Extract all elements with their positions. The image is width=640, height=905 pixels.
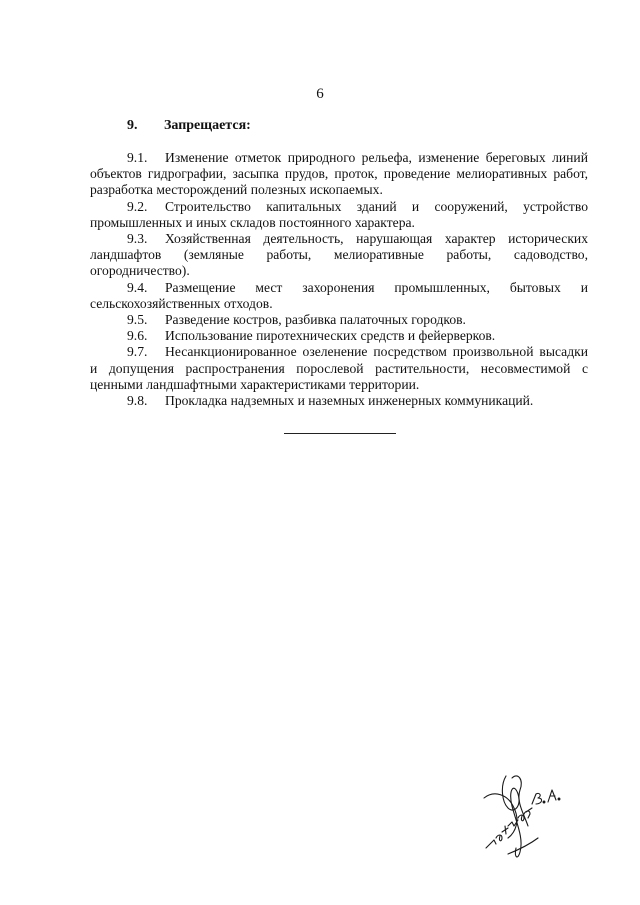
item-text: Размещение мест захоронения промышленных, бытовых и сельскохозяйственных отходов.	[90, 279, 588, 311]
list-item	[90, 150, 588, 199]
item-text: Использование пиротехнических средств и фейерверков.	[165, 328, 496, 344]
list-item	[90, 312, 588, 328]
end-rule-divider	[284, 433, 396, 434]
item-number: 9.2.	[127, 198, 148, 214]
item-number: 9.1.	[127, 150, 148, 165]
prohibitions-list	[90, 150, 588, 409]
item-text: Прокладка надземных и наземных инженерных коммуникаций.	[165, 393, 534, 409]
section-heading	[127, 118, 251, 134]
item-text: Хозяйственная деятельность, нарушающая характер исторических ландшафтов (земляные работы, мелиоративные работы, садоводство, огородничество).	[90, 231, 588, 279]
list-item	[90, 393, 588, 409]
item-number: 9.3.	[127, 231, 148, 247]
section-title: Запрещается:	[164, 118, 251, 133]
item-text: Разведение костров, разбивка палаточных городков.	[165, 312, 466, 328]
page-number: 6	[316, 86, 324, 102]
item-number: 9.7.	[127, 344, 148, 360]
handwritten-signature	[478, 768, 578, 864]
item-number: 9.6.	[127, 328, 148, 344]
item-text: Строительство капитальных зданий и сооружений, устройство промышленных и иных складов постоянного характера.	[90, 198, 588, 230]
list-item	[90, 328, 588, 344]
item-number: 9.8.	[127, 393, 148, 409]
item-text: Изменение отметок природного рельефа, изменение береговых линий объектов гидрографии, засыпка прудов, проток, проведение мелиоративных работ, разработка месторождений полезных ископаемых.	[90, 150, 588, 198]
item-number: 9.5.	[127, 312, 148, 328]
list-item	[90, 199, 588, 231]
item-number: 9.4.	[127, 279, 148, 295]
section-number: 9.	[127, 118, 138, 133]
item-text: Несанкционированное озеленение посредством произвольной высадки и допущения распространения порослевой растительности, несовместимой с ценными ландшафтными характеристиками территории.	[90, 344, 588, 392]
list-item	[90, 344, 588, 393]
list-item	[90, 280, 588, 312]
list-item	[90, 231, 588, 280]
